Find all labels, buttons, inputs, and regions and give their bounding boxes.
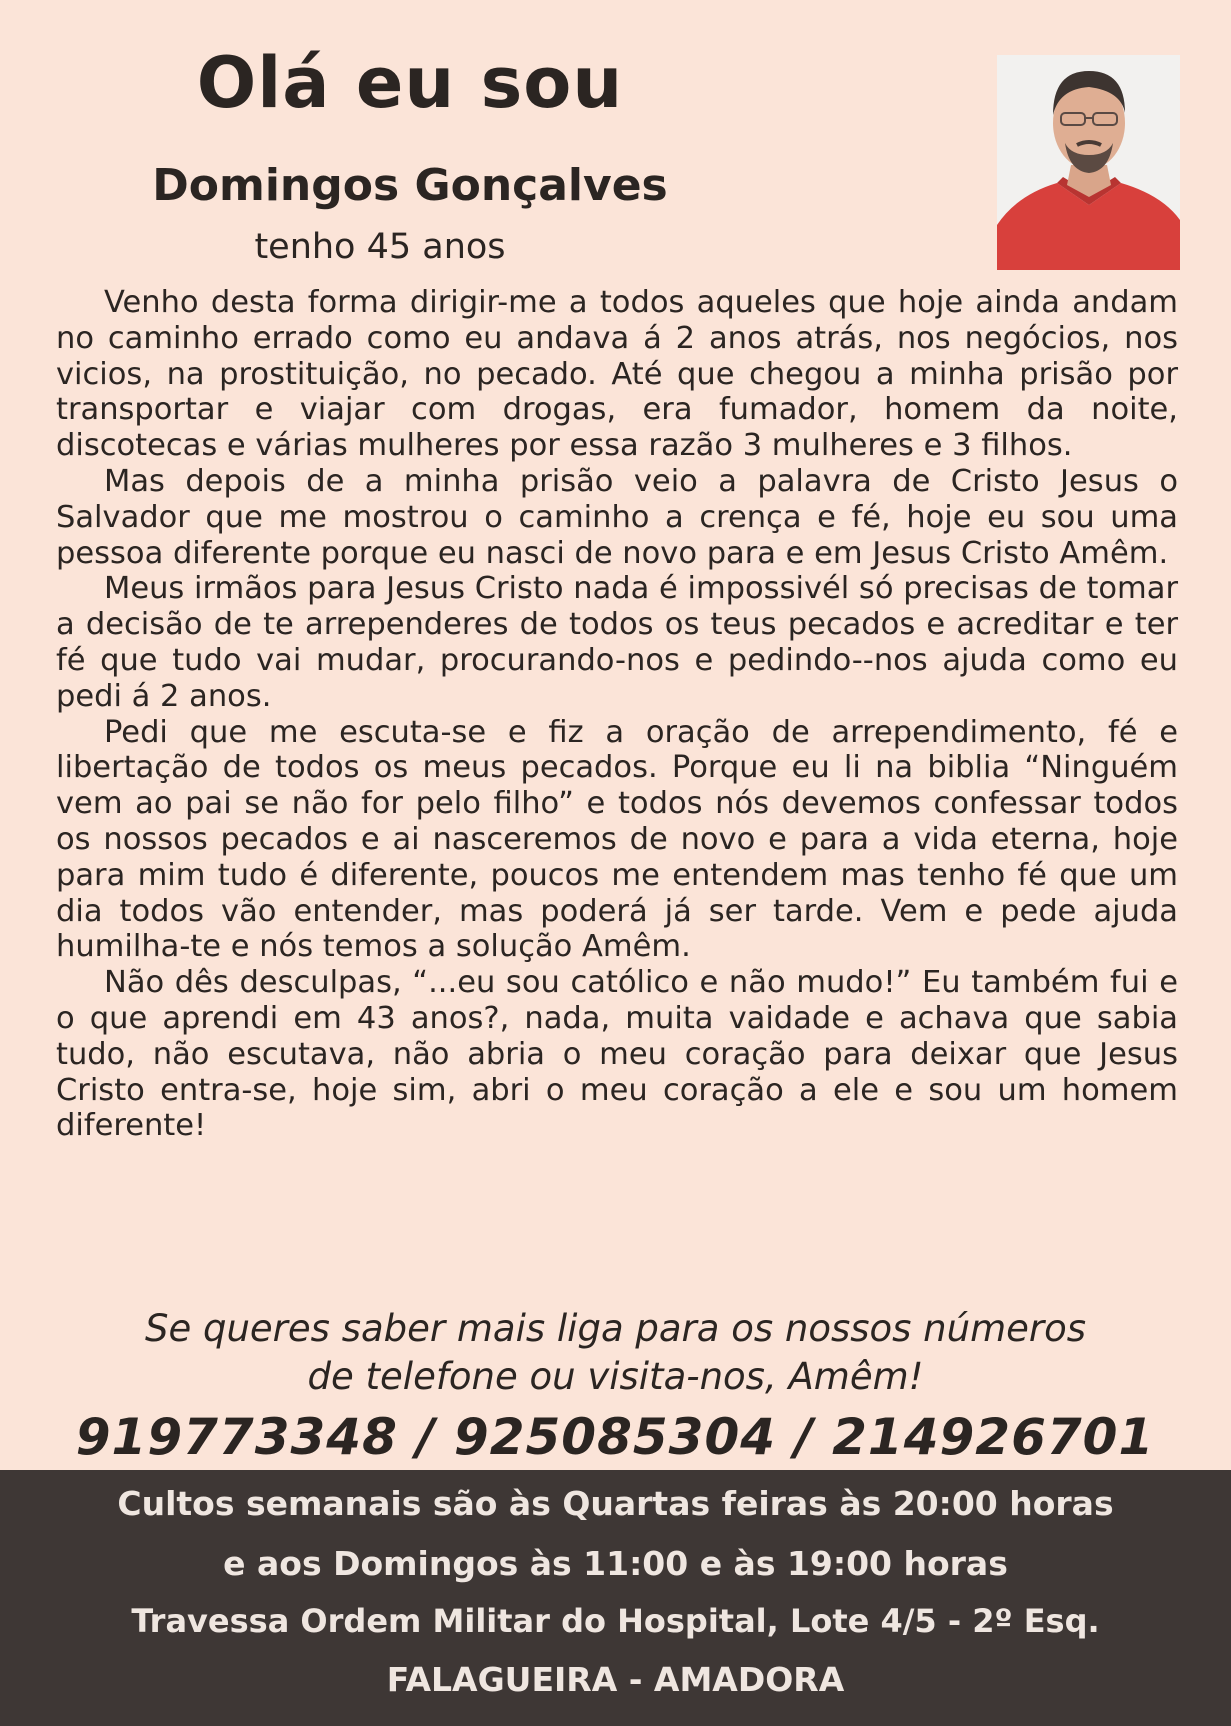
footer-banner (0, 1470, 1231, 1726)
footer-schedule-2: e aos Domingos às 11:00 e às 19:00 horas (223, 1544, 1008, 1583)
paragraph-2: Mas depois de a minha prisão veio a palavra de Cristo Jesus o Salvador que me mostrou o caminho a crença e fé, hoje eu sou uma pessoa diferente porque eu nasci de novo para e em Jesus Cristo Amêm. (56, 463, 1178, 571)
title-name: Domingos Gonçalves (152, 160, 668, 211)
testimony-text (56, 285, 1178, 1144)
cta-line-1: Se queres saber mais liga para os nossos números (144, 1307, 1087, 1350)
footer-address: Travessa Ordem Militar do Hospital, Lote 4/5 - 2º Esq. (131, 1602, 1100, 1640)
paragraph-1: Venho desta forma dirigir-me a todos aqueles que hoje ainda andam no caminho errado como eu andava á 2 anos atrás, nos negócios, nos vicios, na prostituição, no pecado. Até que chegou a minha prisão por transportar e viajar com drogas, era fumador, homem da noite, discotecas e várias mulheres por essa razão 3 mulheres e 3 filhos. (56, 285, 1178, 464)
phone-numbers: 919773348 / 925085304 / 214926701 (75, 1408, 1155, 1466)
footer-schedule-1: Cultos semanais são às Quartas feiras às 20:00 horas (117, 1484, 1114, 1523)
call-to-action (60, 1305, 1171, 1401)
title-age: tenho 45 anos (254, 227, 506, 267)
title-greeting: Olá eu sou (196, 42, 624, 124)
paragraph-4: Pedi que me escuta-se e fiz a oração de arrependimento, fé e libertação de todos os meus pecados. Porque eu li na biblia “Ninguém vem ao pai se não for pelo filho” e todos nós devemos confessar todos os nossos pecados e ai nasceremos de novo e para a vida eterna, hoje para mim tudo é diferente, poucos me entendem mas tenho fé que um dia todos vão entender, mas poderá já ser tarde. Vem e pede ajuda humilha-te e nós temos a solução Amêm. (56, 714, 1178, 965)
cta-line-2: de telefone ou visita-nos, Amêm! (307, 1355, 924, 1398)
header (0, 0, 1231, 280)
paragraph-5: Não dês desculpas, “...eu sou católico e não mudo!” Eu também fui e o que aprendi em 43 anos?, nada, muita vaidade e achava que sabia tudo, não escutava, não abria o meu coração para deixar que Jesus Cristo entra-se, hoje sim, abri o meu coração a ele e sou um homem diferente! (56, 965, 1178, 1144)
paragraph-3: Meus irmãos para Jesus Cristo nada é impossivél só precisas de tomar a decisão de te arrependeres de todos os teus pecados e acreditar e ter fé que tudo vai mudar, procurando-nos e pedindo--nos ajuda como eu pedi á 2 anos. (56, 571, 1178, 714)
portrait-photo (997, 55, 1180, 270)
footer-locality: FALAGUEIRA - AMADORA (386, 1660, 845, 1699)
